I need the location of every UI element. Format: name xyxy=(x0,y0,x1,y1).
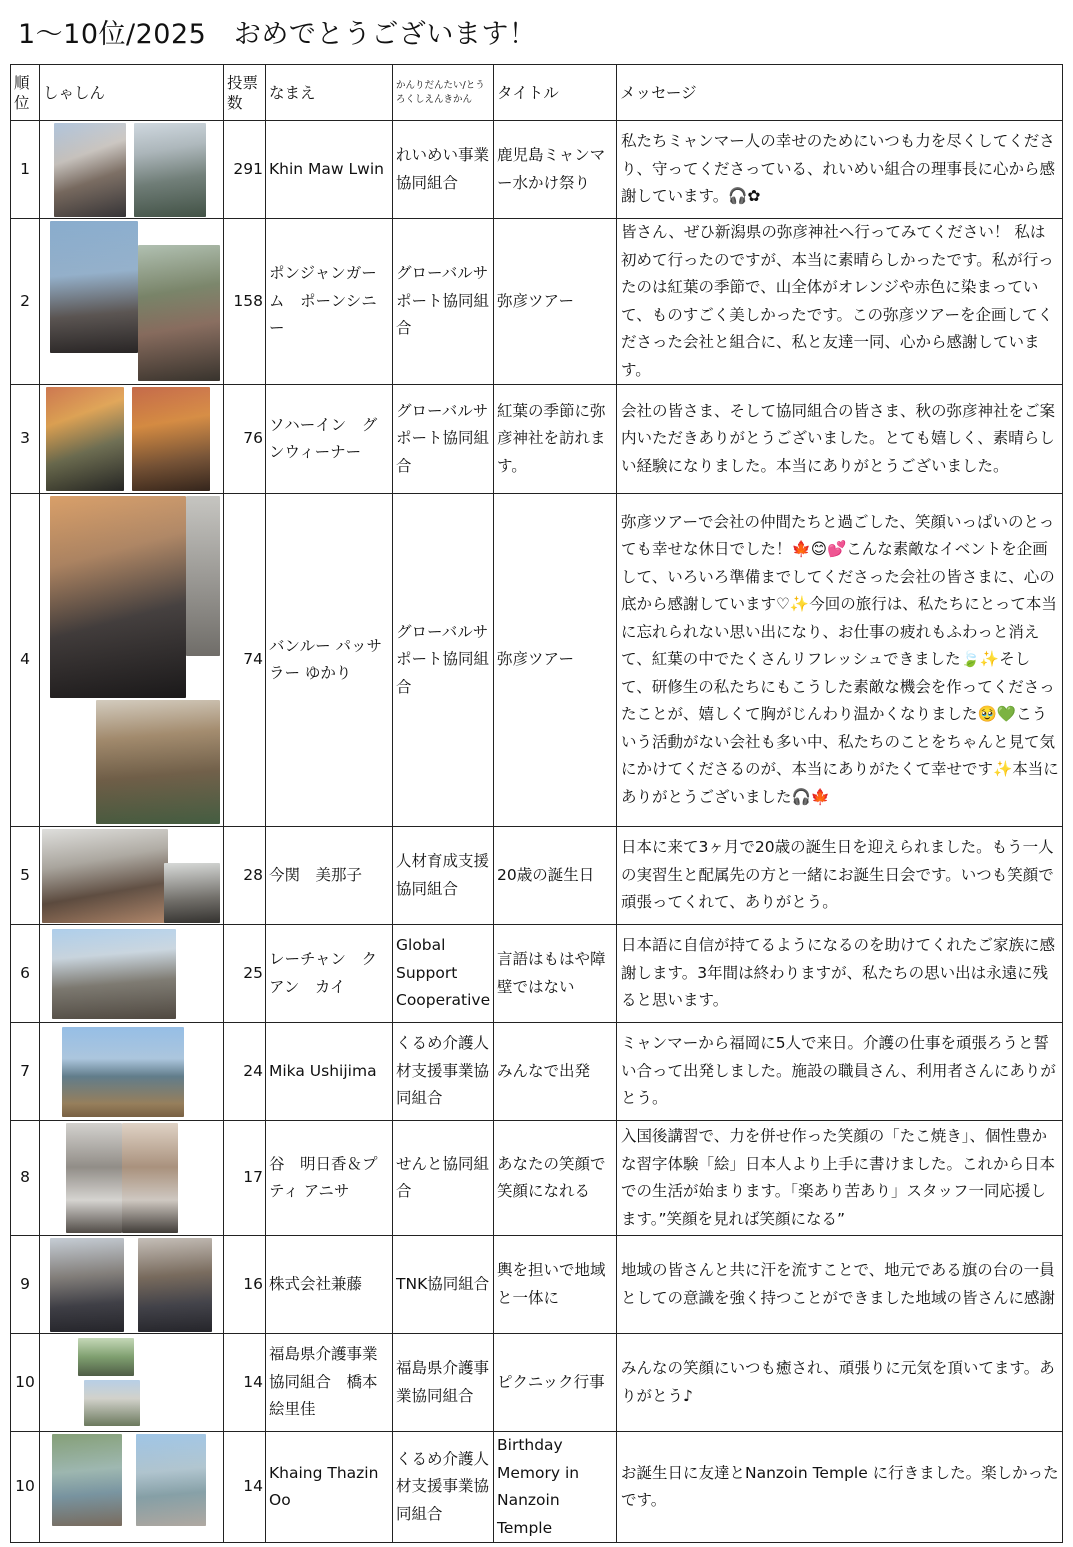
message-cell: 日本に来て3ヶ月で20歳の誕生日を迎えられました。もう一人の実習生と配属先の方と一緒にお誕生日会です。いつも笑顔で頑張ってくれて、ありがとう。 xyxy=(617,827,1063,925)
message-cell: 私たちミャンマー人の幸せのためにいつも力を尽くしてくださり、守ってくださっている、れいめい組合の理事長に心から感謝しています。🎧✿ xyxy=(617,121,1063,219)
photo-cell xyxy=(40,1121,224,1236)
photo-cell xyxy=(40,494,224,827)
name-cell: バンルー パッサラー ゆかり xyxy=(266,494,393,827)
name-cell: 谷 明日香＆プティ アニサ xyxy=(266,1121,393,1236)
message-cell: お誕生日に友達とNanzoin Temple に行きました。楽しかったです。 xyxy=(617,1432,1063,1543)
header-rank: 順位 xyxy=(11,65,40,121)
votes-cell: 14 xyxy=(224,1432,266,1543)
rank-cell: 1 xyxy=(11,121,40,219)
photo-cell xyxy=(40,385,224,494)
org-cell: グローバルサポート協同組合 xyxy=(393,219,494,385)
rank-cell: 8 xyxy=(11,1121,40,1236)
name-cell: ポンジャンガーム ポーンシニー xyxy=(266,219,393,385)
photo xyxy=(84,1380,140,1426)
photo-cell xyxy=(40,1432,224,1543)
photo-cell xyxy=(40,121,224,219)
title-cell: Birthday Memory in Nanzoin Temple xyxy=(494,1432,617,1543)
message-cell: 弥彦ツアーで会社の仲間たちと過ごした、笑顔いっぱいのとっても幸せな休日でした！🍁😊💕こんな素敵なイベントを企画して、いろいろ準備までしてくださった会社の皆さまに、心の底から感謝しています♡✨今回の旅行は、私たちにとって本当に忘れられない思い出になり、お仕事の疲れもふわっと消えて、紅葉の中でたくさんリフレッシュできました🍃✨そして、研修生の私たちにもこうした素敵な機会を作ってくださったことが、嬉しくて胸がじんわり温かくなりました🥹💚こういう活動がない会社も多い中、私たちのことをちゃんと見て気にかけてくださるのが、本当にありがたくて幸せです✨本当にありがとうございました🎧🍁 xyxy=(617,494,1063,827)
table-row xyxy=(11,1121,1063,1236)
title-cell: ピクニック行事 xyxy=(494,1334,617,1432)
photo xyxy=(52,1434,122,1526)
title-cell: 20歳の誕生日 xyxy=(494,827,617,925)
rank-cell: 3 xyxy=(11,385,40,494)
photo-cell xyxy=(40,925,224,1023)
photo xyxy=(132,387,210,491)
header-name: なまえ xyxy=(266,65,393,121)
name-cell: レーチャン クアン カイ xyxy=(266,925,393,1023)
message-cell: 入国後講習で、力を併せ作った笑顔の「たこ焼き」、個性豊かな習字体験「絵」日本人より上手に書けました。これから日本での生活が始まります。「楽あり苦あり」スタッフ一同応援します。”笑顔を見れば笑顔になる” xyxy=(617,1121,1063,1236)
photo xyxy=(186,496,220,656)
title-cell: みんなで出発 xyxy=(494,1023,617,1121)
table-row xyxy=(11,1023,1063,1121)
header-title: タイトル xyxy=(494,65,617,121)
photo-cell xyxy=(40,827,224,925)
table-row xyxy=(11,925,1063,1023)
org-cell: 福島県介護事業協同組合 xyxy=(393,1334,494,1432)
message-cell: ミャンマーから福岡に5人で来日。介護の仕事を頑張ろうと誓い合って出発しました。施設の職員さん、利用者さんにありがとう。 xyxy=(617,1023,1063,1121)
name-cell: 今関 美那子 xyxy=(266,827,393,925)
name-cell: 福島県介護事業協同組合 橋本絵里佳 xyxy=(266,1334,393,1432)
rank-cell: 5 xyxy=(11,827,40,925)
header-message: メッセージ xyxy=(617,65,1063,121)
message-cell: 会社の皆さま、そして協同組合の皆さま、秋の弥彦神社をご案内いただきありがとうございました。とても嬉しく、素晴らしい経験になりました。本当にありがとうございました。 xyxy=(617,385,1063,494)
votes-cell: 14 xyxy=(224,1334,266,1432)
table-row xyxy=(11,121,1063,219)
photo xyxy=(46,387,124,491)
rank-cell: 10 xyxy=(11,1432,40,1543)
photo-cell xyxy=(40,219,224,385)
header-votes: 投票数 xyxy=(224,65,266,121)
photo xyxy=(42,829,168,923)
votes-cell: 24 xyxy=(224,1023,266,1121)
message-cell: 皆さん、ぜひ新潟県の弥彦神社へ行ってみてください！ 私は初めて行ったのですが、本当に素晴らしかったです。私が行ったのは紅葉の季節で、山全体がオレンジや赤色に染まっていて、ものすごく美しかったです。この弥彦ツアーを企画してくださった会社と組合に、私と友達一同、心から感謝しています。 xyxy=(617,219,1063,385)
photo xyxy=(96,700,220,824)
table-row xyxy=(11,494,1063,827)
votes-cell: 74 xyxy=(224,494,266,827)
photo xyxy=(136,1434,206,1526)
photo xyxy=(164,863,220,923)
rank-cell: 6 xyxy=(11,925,40,1023)
rank-cell: 2 xyxy=(11,219,40,385)
message-cell: 日本語に自信が持てるようになるのを助けてくれたご家族に感謝します。3年間は終わりますが、私たちの思い出は永遠に残ると思います。 xyxy=(617,925,1063,1023)
org-cell: くるめ介護人材支援事業協同組合 xyxy=(393,1432,494,1543)
photo-cell xyxy=(40,1236,224,1334)
rank-cell: 9 xyxy=(11,1236,40,1334)
rank-cell: 4 xyxy=(11,494,40,827)
votes-cell: 25 xyxy=(224,925,266,1023)
table-row xyxy=(11,1432,1063,1543)
name-cell: 株式会社兼藤 xyxy=(266,1236,393,1334)
name-cell: ソハーイン グンウィーナー xyxy=(266,385,393,494)
photo xyxy=(54,123,126,217)
photo xyxy=(62,1027,184,1117)
header-org: かんりだんたい/とうろくしえんきかん xyxy=(393,65,494,121)
photo xyxy=(50,221,138,353)
rank-cell: 10 xyxy=(11,1334,40,1432)
photo-cell xyxy=(40,1023,224,1121)
title-cell: あなたの笑顔で笑顔になれる xyxy=(494,1121,617,1236)
table-row xyxy=(11,385,1063,494)
org-cell: Global Support Cooperative xyxy=(393,925,494,1023)
photo xyxy=(138,1238,212,1332)
votes-cell: 28 xyxy=(224,827,266,925)
org-cell: せんと協同組合 xyxy=(393,1121,494,1236)
title-cell: 輿を担いで地域と一体に xyxy=(494,1236,617,1334)
photo xyxy=(122,1123,178,1233)
title-cell: 紅葉の季節に弥彦神社を訪れます。 xyxy=(494,385,617,494)
header-row xyxy=(11,65,1063,121)
photo xyxy=(52,929,176,1019)
photo xyxy=(78,1338,134,1376)
votes-cell: 16 xyxy=(224,1236,266,1334)
org-cell: れいめい事業協同組合 xyxy=(393,121,494,219)
photo xyxy=(134,123,206,217)
title-cell: 言語はもはや障壁ではない xyxy=(494,925,617,1023)
votes-cell: 291 xyxy=(224,121,266,219)
votes-cell: 158 xyxy=(224,219,266,385)
title-cell: 鹿児島ミャンマー水かけ祭り xyxy=(494,121,617,219)
message-cell: みんなの笑顔にいつも癒され、頑張りに元気を頂いてます。ありがとう♪ xyxy=(617,1334,1063,1432)
votes-cell: 76 xyxy=(224,385,266,494)
table-row xyxy=(11,1334,1063,1432)
votes-cell: 17 xyxy=(224,1121,266,1236)
page-title: 1〜10位/2025 おめでとうございます！ xyxy=(18,19,537,50)
org-cell: 人材育成支援協同組合 xyxy=(393,827,494,925)
header-photo: しゃしん xyxy=(40,65,224,121)
table-row xyxy=(11,1236,1063,1334)
title-cell: 弥彦ツアー xyxy=(494,219,617,385)
org-cell: グローバルサポート協同組合 xyxy=(393,494,494,827)
org-cell: くるめ介護人材支援事業協同組合 xyxy=(393,1023,494,1121)
photo xyxy=(66,1123,122,1233)
name-cell: Mika Ushijima xyxy=(266,1023,393,1121)
org-cell: グローバルサポート協同組合 xyxy=(393,385,494,494)
photo xyxy=(50,496,186,698)
message-cell: 地域の皆さんと共に汗を流すことで、地元である旗の台の一員としての意識を強く持つことができました地域の皆さんに感謝 xyxy=(617,1236,1063,1334)
photo xyxy=(50,1238,124,1332)
name-cell: Khin Maw Lwin xyxy=(266,121,393,219)
name-cell: Khaing Thazin Oo xyxy=(266,1432,393,1543)
rank-cell: 7 xyxy=(11,1023,40,1121)
table-row xyxy=(11,827,1063,925)
title-cell: 弥彦ツアー xyxy=(494,494,617,827)
ranking-table xyxy=(10,64,1063,1543)
org-cell: TNK協同組合 xyxy=(393,1236,494,1334)
photo-cell xyxy=(40,1334,224,1432)
table-row xyxy=(11,219,1063,385)
photo xyxy=(138,245,220,381)
